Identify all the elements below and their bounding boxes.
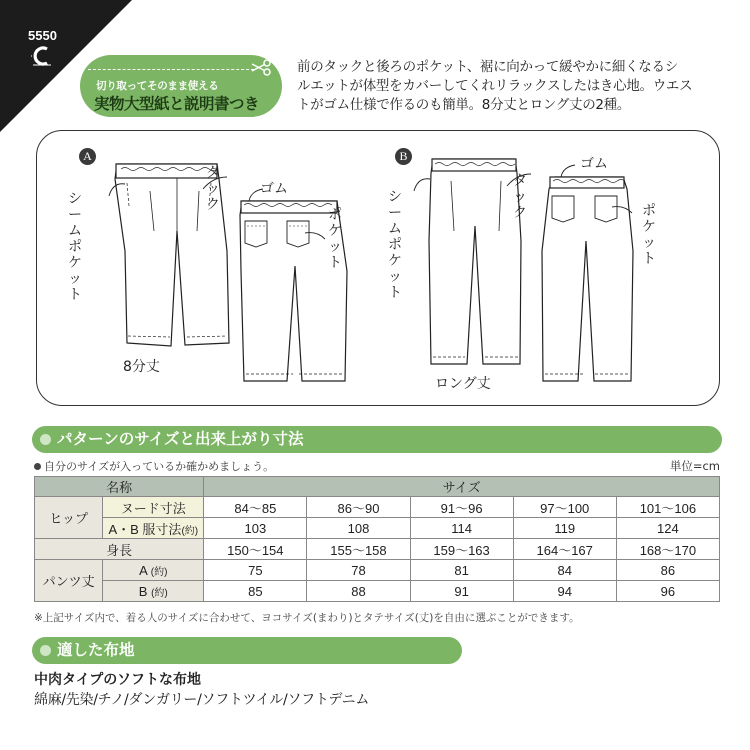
scissors-icon bbox=[250, 59, 272, 77]
fabric-section-title: 適した布地 bbox=[57, 641, 135, 659]
unit-label: 単位=cm bbox=[669, 459, 720, 473]
table-row bbox=[35, 560, 720, 581]
table-header-row bbox=[35, 477, 720, 497]
brand-c-logo-icon bbox=[30, 45, 52, 67]
table-cell: 81 bbox=[410, 560, 513, 581]
table-cell: 97〜100 bbox=[513, 497, 616, 518]
table-cell: 94 bbox=[513, 581, 616, 602]
table-cell: 108 bbox=[307, 518, 410, 539]
table-cell: 75 bbox=[204, 560, 307, 581]
badge-subtitle: 切り取ってそのまま使える bbox=[96, 80, 219, 92]
table-cell: 155〜158 bbox=[307, 539, 410, 560]
table-row bbox=[35, 581, 720, 602]
row-group-hip: ヒップ bbox=[35, 497, 103, 539]
full-size-pattern-badge bbox=[80, 55, 282, 117]
table-cell: 78 bbox=[307, 560, 410, 581]
table-row bbox=[35, 497, 720, 518]
elastic-label-a: ゴム bbox=[260, 181, 288, 197]
size-section-title: パターンのサイズと出来上がり寸法 bbox=[57, 430, 304, 448]
table-cell: 85 bbox=[204, 581, 307, 602]
badge-title: 実物大型紙と説明書つき bbox=[94, 95, 260, 113]
product-description bbox=[297, 58, 745, 115]
table-cell: 91 bbox=[410, 581, 513, 602]
size-footnote: ※上記サイズ内で、着る人のサイズに合わせて、ヨコサイズ(まわり)とタテサイズ(丈)を自由に選ぶことができます。 bbox=[34, 612, 580, 624]
table-cell: 96 bbox=[616, 581, 719, 602]
variant-a-badge: A bbox=[79, 148, 96, 165]
description-line: トがゴム仕様で作るのも簡単。8分丈とロング丈の2種。 bbox=[297, 97, 631, 113]
seam-pocket-label-a: シームポケット bbox=[68, 191, 82, 303]
variant-b-badge: B bbox=[395, 148, 412, 165]
table-row bbox=[35, 539, 720, 560]
table-cell: 150〜154 bbox=[204, 539, 307, 560]
approx-suffix: (約) bbox=[151, 587, 168, 599]
fabric-subtitle: 中肉タイプのソフトな布地 bbox=[34, 672, 202, 688]
length-caption-a: 8分丈 bbox=[123, 359, 160, 375]
table-cell: 124 bbox=[616, 518, 719, 539]
table-cell: 168〜170 bbox=[616, 539, 719, 560]
row-label-text: A・B 服寸法 bbox=[108, 521, 182, 537]
size-table bbox=[34, 476, 720, 602]
table-row bbox=[35, 518, 720, 539]
length-caption-b: ロング丈 bbox=[435, 376, 491, 392]
table-cell: 114 bbox=[410, 518, 513, 539]
bullet-dot-icon bbox=[40, 645, 51, 656]
table-cell: 164〜167 bbox=[513, 539, 616, 560]
row-label-text: A bbox=[139, 562, 148, 578]
garment-illustration-panel bbox=[36, 130, 720, 406]
header-name: 名称 bbox=[35, 477, 204, 497]
pocket-label-a: ポケット bbox=[328, 207, 342, 271]
pocket-label-b: ポケット bbox=[642, 203, 656, 267]
description-line: 前のタックと後ろのポケット、裾に向かって緩やかに細くなるシ bbox=[297, 59, 678, 75]
row-label-nude: ヌード寸法 bbox=[103, 497, 204, 518]
bullet-dot-icon bbox=[40, 434, 51, 445]
seam-pocket-label-b: シームポケット bbox=[388, 189, 402, 301]
table-cell: 119 bbox=[513, 518, 616, 539]
table-cell: 159〜163 bbox=[410, 539, 513, 560]
header-size: サイズ bbox=[204, 477, 720, 497]
elastic-label-b: ゴム bbox=[580, 156, 608, 172]
row-label-garment bbox=[103, 518, 204, 539]
table-cell: 91〜96 bbox=[410, 497, 513, 518]
tuck-label-b: タック bbox=[513, 173, 527, 221]
table-cell: 88 bbox=[307, 581, 410, 602]
size-check-note-text: 自分のサイズが入っているか確かめましょう。 bbox=[44, 460, 275, 473]
table-cell: 84〜85 bbox=[204, 497, 307, 518]
bullet-icon bbox=[34, 463, 41, 470]
tuck-label-a: タック bbox=[206, 165, 220, 213]
fabric-list: 綿麻/先染/チノ/ダンガリー/ソフトツイル/ソフトデニム bbox=[34, 692, 370, 708]
size-section-header bbox=[32, 426, 722, 453]
row-label-b bbox=[103, 581, 204, 602]
row-group-height: 身長 bbox=[35, 539, 204, 560]
table-cell: 84 bbox=[513, 560, 616, 581]
pants-b-back-drawing bbox=[542, 165, 633, 381]
size-check-note bbox=[34, 458, 274, 474]
pattern-code: 5550 bbox=[28, 28, 57, 43]
row-label-text: B bbox=[138, 583, 148, 599]
approx-suffix: (約) bbox=[181, 525, 199, 537]
row-label-a bbox=[103, 560, 204, 581]
table-cell: 86〜90 bbox=[307, 497, 410, 518]
approx-suffix: (約) bbox=[150, 566, 168, 578]
table-cell: 86 bbox=[616, 560, 719, 581]
table-cell: 103 bbox=[204, 518, 307, 539]
row-group-pants-length: パンツ丈 bbox=[35, 560, 103, 602]
table-cell: 101〜106 bbox=[616, 497, 719, 518]
cut-line bbox=[88, 69, 254, 70]
description-line: ルエットが体型をカバーしてくれリラックスしたはき心地。ウエス bbox=[297, 78, 693, 94]
fabric-section-header bbox=[32, 637, 462, 664]
